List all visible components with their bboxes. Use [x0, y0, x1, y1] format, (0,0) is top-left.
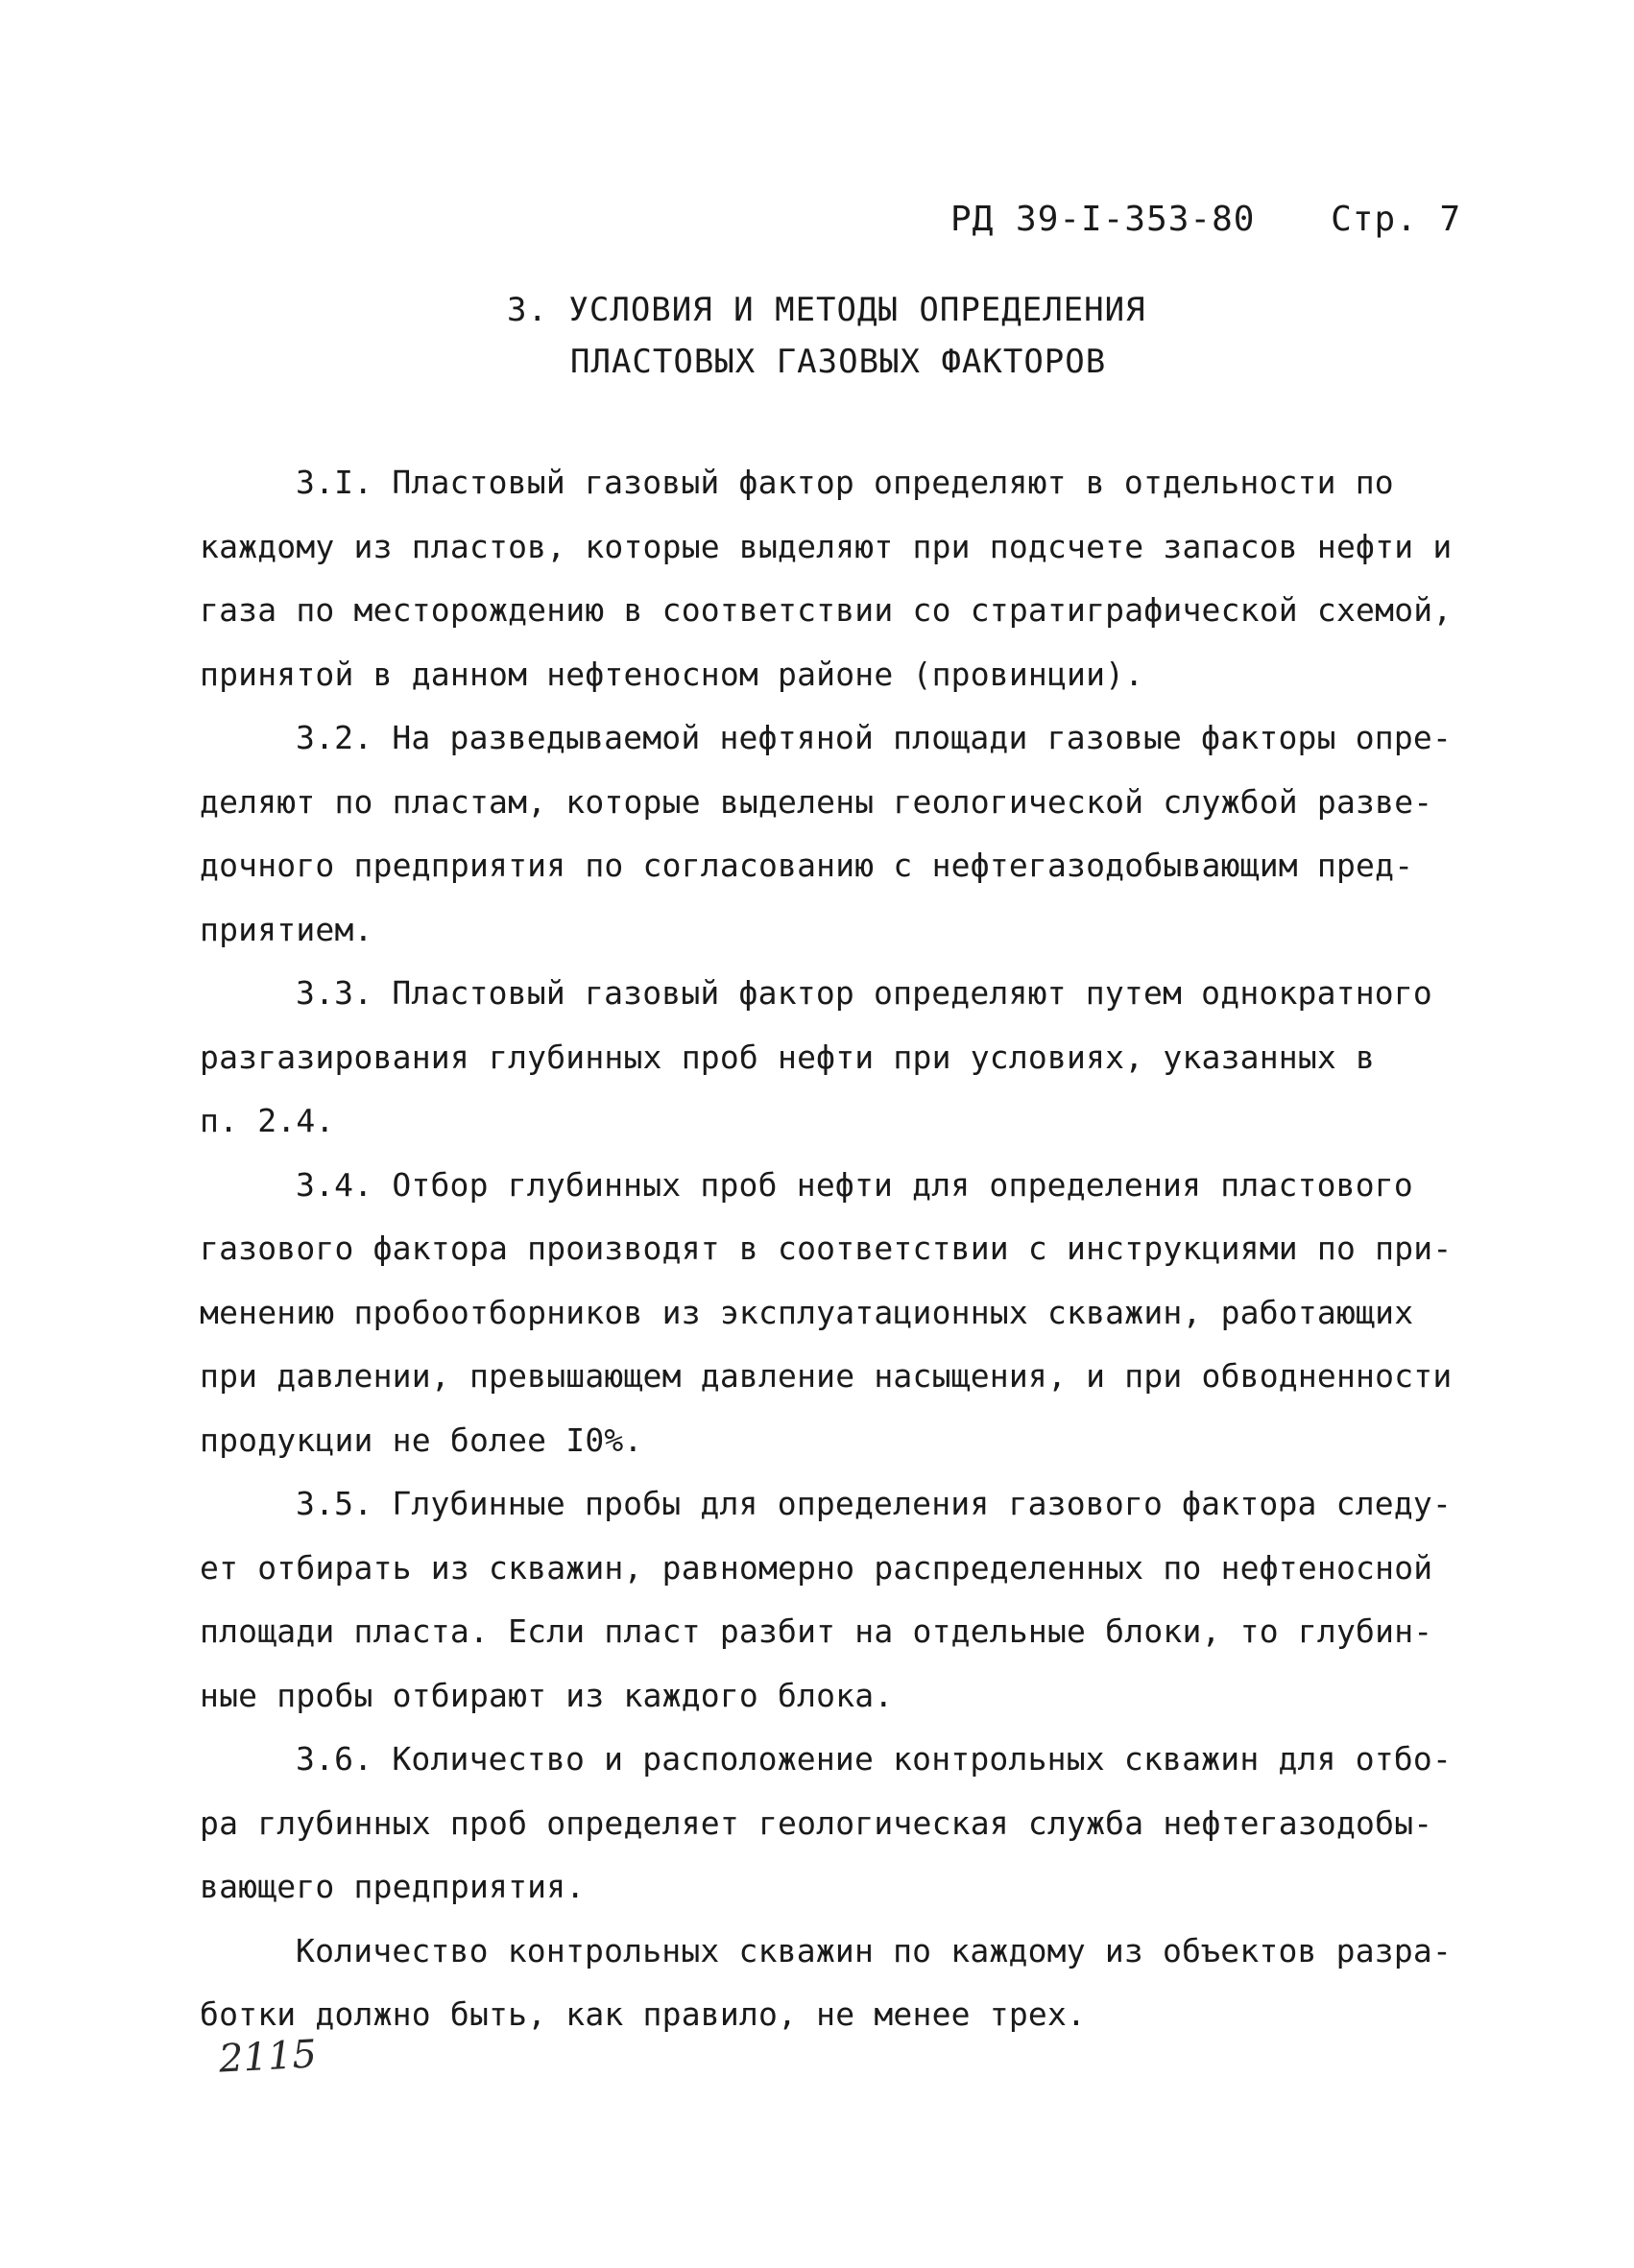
text-line: 3.4. Отбор глубинных проб нефти для определения пластового: [296, 1165, 1413, 1204]
text-line: деляют по пластам, которые выделены геологической службой разве-: [200, 782, 1433, 821]
text-line: каждому из пластов, которые выделяют при подсчете запасов нефти и: [200, 527, 1453, 565]
page-number: Стр. 7: [1331, 200, 1462, 239]
text-line: принятой в данном нефтеносном районе (провинции).: [200, 655, 1144, 693]
text-line: газового фактора производят в соответствии с инструкциями по при-: [200, 1229, 1453, 1267]
text-line: газа по месторождению в соответствии со стратиграфической схемой,: [200, 591, 1453, 629]
text-line: 3.I. Пластовый газовый фактор определяют в отдельности по: [296, 464, 1394, 501]
section-title: [0, 284, 1634, 388]
text-line: п. 2.4.: [200, 1102, 335, 1139]
paragraph-3-4: [200, 1154, 1467, 1473]
text-line: 3.2. На разведываемой нефтяной площади газовые факторы опре-: [296, 719, 1453, 756]
section-title-line: ПЛАСТОВЫХ ГАЗОВЫХ ФАКТОРОВ: [570, 343, 1107, 381]
text-line: ра глубинных проб определяет геологическая служба нефтегазодобы-: [200, 1803, 1433, 1842]
text-line: дочного предприятия по согласованию с нефтегазодобывающим пред-: [200, 847, 1414, 884]
handwritten-page-note: 2115: [217, 2032, 318, 2082]
text-line: 3.3. Пластовый газовый фактор определяют путем однократного: [296, 974, 1432, 1012]
text-line: ет отбирать из скважин, равномерно распределенных по нефтеносной: [200, 1548, 1433, 1587]
paragraph-3-1: [200, 451, 1467, 706]
text-line: 3.6. Количество и расположение контрольных скважин для отбо-: [296, 1740, 1453, 1778]
document-code: РД 39-I-353-80: [950, 200, 1256, 239]
paragraph-3-3: [200, 962, 1467, 1154]
text-line: продукции не более I0%.: [200, 1420, 643, 1459]
text-line: менению пробоотборников из эксплуатационных скважин, работающих: [200, 1293, 1414, 1331]
text-line: 3.5. Глубинные пробы для определения газового фактора следу-: [296, 1485, 1453, 1522]
section-title-line: 3. УСЛОВИЯ И МЕТОДЫ ОПРЕДЕЛЕНИЯ: [507, 291, 1146, 329]
text-line: разгазирования глубинных проб нефти при условиях, указанных в: [200, 1038, 1376, 1076]
paragraph-control-wells: [200, 1920, 1467, 2047]
paragraph-3-2: [200, 706, 1467, 962]
page-header: [950, 200, 1461, 239]
paragraph-3-6: [200, 1728, 1467, 1920]
text-line: приятием.: [200, 910, 373, 948]
text-line: площади пласта. Если пласт разбит на отдельные блоки, то глубин-: [200, 1612, 1433, 1650]
text-line: Количество контрольных скважин по каждому из объектов разра-: [296, 1931, 1453, 1970]
text-line: при давлении, превышающем давление насыщения, и при обводненности: [200, 1357, 1453, 1395]
text-line: ные пробы отбирают из каждого блока.: [200, 1676, 894, 1714]
body-text: [200, 451, 1467, 2047]
paragraph-3-5: [200, 1472, 1467, 1728]
text-line: ботки должно быть, как правило, не менее трех.: [200, 1995, 1087, 2033]
text-line: вающего предприятия.: [200, 1868, 586, 1905]
